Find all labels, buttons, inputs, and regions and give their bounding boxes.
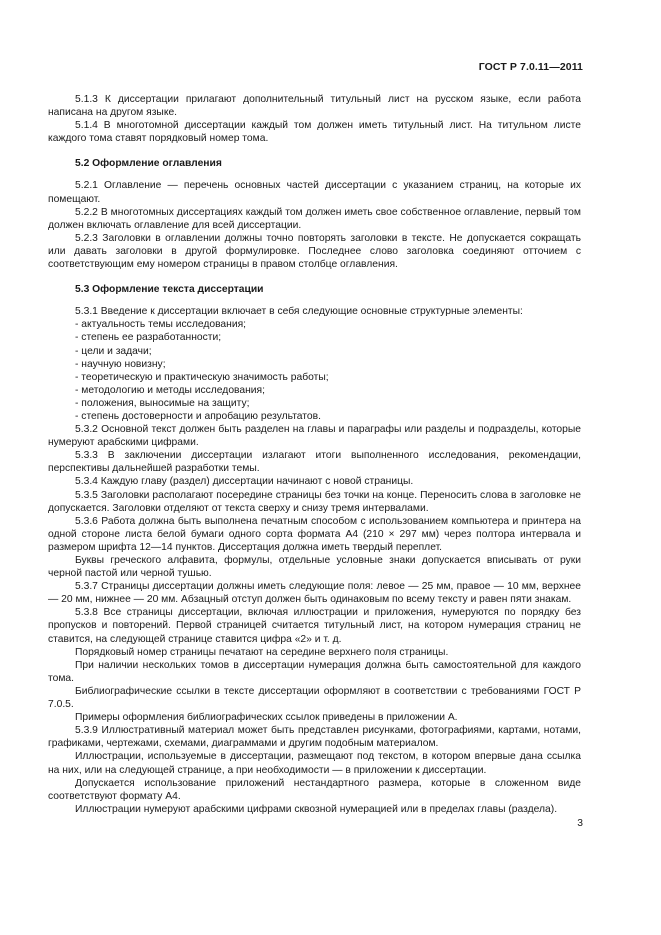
paragraph: Библиографические ссылки в тексте диссертации оформляют в соответствии с требованиями ГОСТ Р 7.0.5. [48, 685, 581, 711]
clause-5-3-8: 5.3.8 Все страницы диссертации, включая иллюстрации и приложения, нумеруются по порядку без пропусков и повторений. Первой страницей считается титульный лист, на котором нумерация страниц не ставится, на следующей странице ставится цифра «2» и т. д. [48, 607, 581, 645]
clause-5-2-3: 5.2.3 Заголовки в оглавлении должны точно повторять заголовки в тексте. Не допускается сокращать или давать заголовки в другой формулировке. Последнее слово заголовка соединяют отточием с соответствующим ему номером страницы в правом столбце оглавления. [48, 232, 581, 271]
clause-5-3-7: 5.3.7 Страницы диссертации должны иметь следующие поля: левое — 25 мм, правое — 10 мм, верхнее — 20 мм, нижнее — 20 мм. Абзацный отступ должен быть одинаковым по всему тексту и равен пяти знакам. [48, 581, 581, 606]
standard-header: ГОСТ Р 7.0.11—2011 [478, 61, 583, 73]
paragraph: Примеры оформления библиографических ссылок приведены в приложении А. [75, 712, 458, 724]
clause-5-3-9: 5.3.9 Иллюстративный материал может быть представлен рисунками, фотографиями, картами, нотами, графиками, чертежами, схемами, диаграммами и другим подобным материалом. [48, 725, 581, 750]
list-item: - актуальность темы исследования; [75, 319, 247, 331]
list-item: - методологию и методы исследования; [75, 384, 265, 396]
clause-5-1-4: 5.1.4 В многотомной диссертации каждый том должен иметь титульный лист. На титульном листе каждого тома ставят порядковый номер тома. [48, 120, 581, 145]
paragraph: Буквы греческого алфавита, формулы, отдельные условные знаки допускается вписывать от руки черной пастой или черной тушью. [48, 555, 581, 580]
clause-5-3-2: 5.3.2 Основной текст должен быть разделен на главы и параграфы или разделы и подразделы, которые нумеруют арабскими цифрами. [48, 424, 581, 449]
introduction-elements-list [48, 318, 581, 423]
clause-5-3-6: 5.3.6 Работа должна быть выполнена печатным способом с использованием компьютера и принтера на одной стороне листа белой бумаги одного сорта формата А4 (210 × 297 мм) через полтора интервала и размером шрифта 12—14 пунктов. Диссертация должна иметь твердый переплет. [48, 515, 581, 553]
paragraph: Иллюстрации нумеруют арабскими цифрами сквозной нумерацией или в пределах главы (раздела). [75, 803, 558, 815]
clause-5-3-4: 5.3.4 Каждую главу (раздел) диссертации начинают с новой страницы. [75, 476, 414, 488]
clause-5-2-2: 5.2.2 В многотомных диссертациях каждый том должен иметь свое собственное оглавление, первый том должен включать оглавление для всей диссертации. [48, 206, 581, 231]
clause-5-3-3: 5.3.3 В заключении диссертации излагают итоги выполненного исследования, рекомендации, перспективы дальнейшей разработки темы. [48, 450, 581, 475]
list-item: - теоретическую и практическую значимость работы; [75, 371, 329, 383]
section-heading-5-3: 5.3 Оформление текста диссертации [75, 284, 264, 296]
section-heading-5-2: 5.2 Оформление оглавления [75, 158, 222, 170]
paragraph: Допускается использование приложений нестандартного размера, которые в сложенном виде соответствуют формату А4. [48, 777, 581, 802]
paragraph: Порядковый номер страницы печатают на середине верхнего поля страницы. [75, 646, 449, 658]
paragraph: Иллюстрации, используемые в диссертации, размещают под текстом, в котором впервые дана ссылка на них, или на следующей странице, а при необходимости — в приложении к диссертации. [48, 751, 581, 776]
clause-5-1-3: 5.1.3 К диссертации прилагают дополнительный титульный лист на русском языке, если работа написана на другом языке. [48, 94, 581, 119]
paragraph: При наличии нескольких томов в диссертации нумерация должна быть самостоятельной для каждого тома. [48, 659, 581, 684]
document-body [48, 93, 581, 816]
list-item: - научную новизну; [75, 358, 166, 370]
page-number: 3 [577, 818, 583, 829]
list-item: - степень достоверности и апробацию результатов. [75, 410, 321, 422]
clause-5-3-5: 5.3.5 Заголовки располагают посередине страницы без точки на конце. Переносить слова в заголовке не допускается. Заголовки отделяют от текста сверху и снизу тремя интервалами. [48, 489, 581, 514]
clause-5-2-1: 5.2.1 Оглавление — перечень основных частей диссертации с указанием страниц, на которые их помещают. [48, 180, 581, 205]
list-item: - цели и задачи; [75, 345, 152, 357]
list-item: - положения, выносимые на защиту; [75, 397, 250, 409]
list-item: - степень ее разработанности; [75, 332, 222, 344]
clause-5-3-1: 5.3.1 Введение к диссертации включает в себя следующие основные структурные элементы: [75, 306, 523, 318]
